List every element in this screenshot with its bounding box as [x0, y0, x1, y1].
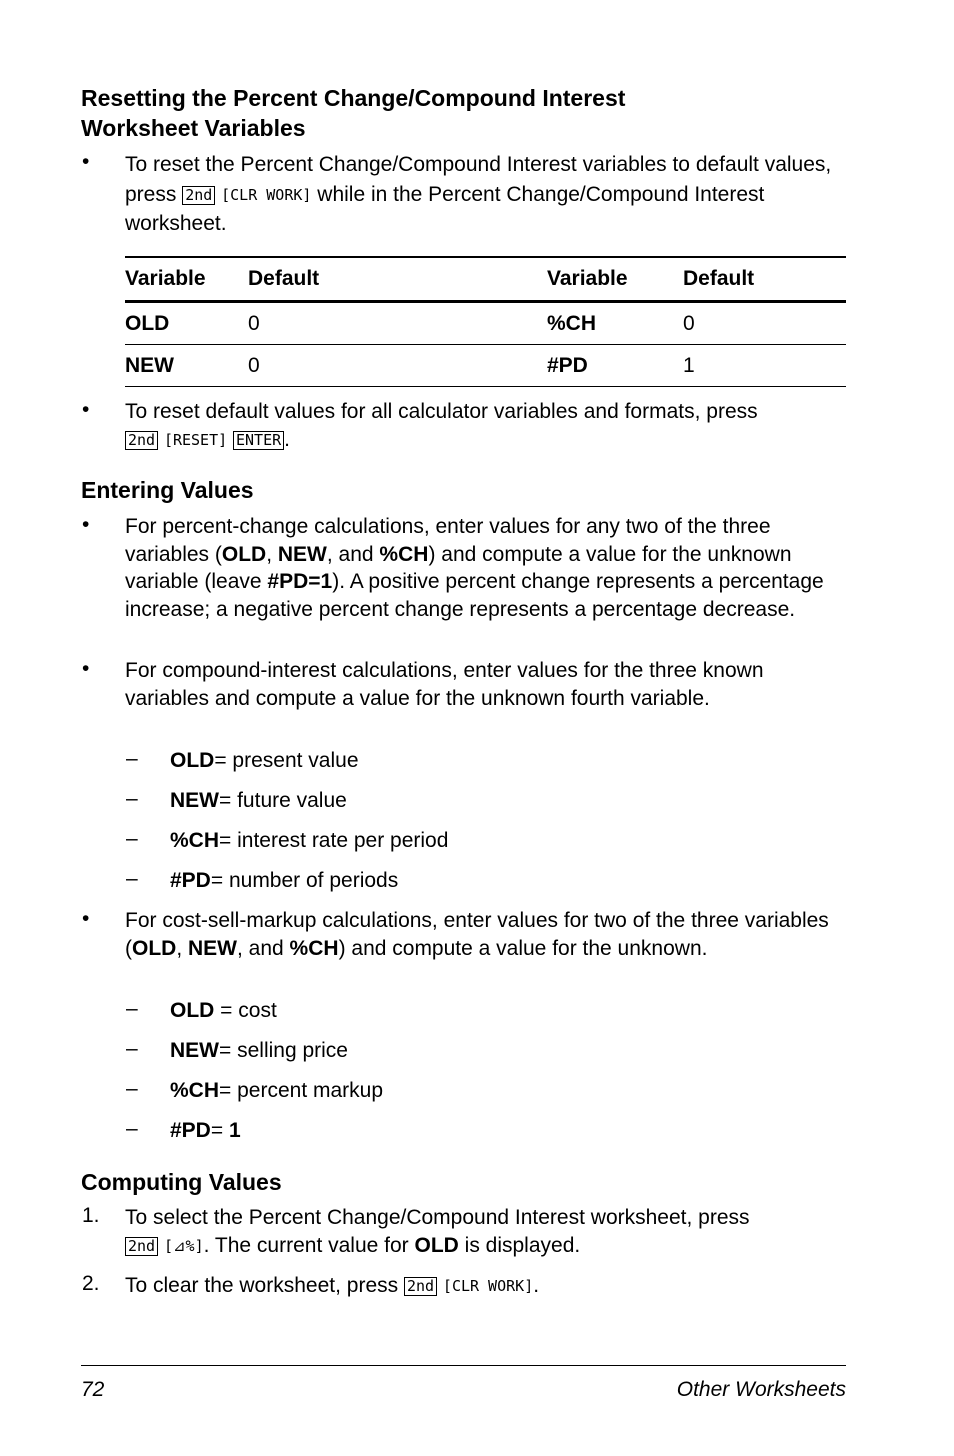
table-cell-default: 1: [683, 345, 846, 387]
variable-value: 1: [228, 1119, 241, 1142]
variable-description: = interest rate per period: [219, 829, 449, 852]
list-item: [170, 747, 359, 774]
table-cell-default: 0: [683, 302, 846, 345]
variable-description: = present value: [214, 749, 359, 772]
column-header: Default: [248, 257, 547, 302]
footer-rule: [81, 1365, 846, 1366]
dash-marker: –: [126, 867, 138, 890]
table-header-row: [125, 257, 846, 302]
table-cell-default: 0: [248, 345, 547, 387]
variable-description: =: [210, 1119, 229, 1142]
dash-marker: –: [126, 827, 138, 850]
variable-new: NEW: [277, 542, 327, 566]
percent-change-paragraph: [125, 513, 850, 623]
step-2-paragraph: [125, 1272, 850, 1300]
table-cell-variable: %CH: [547, 302, 683, 345]
dash-marker: –: [126, 997, 138, 1020]
list-item: [170, 1037, 348, 1064]
dash-marker: –: [126, 747, 138, 770]
key-reset: [ RESET ]: [164, 432, 227, 449]
reset-all-paragraph: [125, 398, 850, 453]
paragraph-text: ,: [266, 542, 278, 566]
variable-name: #PD: [170, 869, 211, 892]
table-cell-variable: OLD: [125, 302, 248, 345]
key-clr-work: [ CLR WORK ]: [443, 1278, 533, 1295]
key-clr-work: [ CLR WORK ]: [221, 187, 311, 204]
list-item: [170, 787, 347, 814]
variable-description: = cost: [214, 999, 277, 1022]
variable-old: OLD: [132, 936, 177, 960]
variable-name: %CH: [170, 829, 220, 852]
cost-sell-markup-paragraph: [125, 907, 850, 962]
list-item: [170, 997, 277, 1024]
bullet-marker: •: [82, 398, 90, 421]
paragraph-text: , and: [237, 936, 290, 960]
paragraph-text: To reset default values for all calculator variables and formats, press: [125, 400, 758, 423]
footer-section-title: Other Worksheets: [676, 1378, 846, 1401]
paragraph-text: , and: [326, 542, 380, 566]
table-cell-default: 0: [248, 302, 547, 345]
variable-ch: %CH: [289, 936, 339, 960]
variable-description: = percent markup: [219, 1079, 384, 1102]
variable-name: NEW: [170, 1039, 219, 1062]
list-item: [170, 867, 398, 894]
dash-marker: –: [126, 787, 138, 810]
step-number: 1.: [82, 1204, 100, 1227]
variable-new: NEW: [188, 936, 237, 960]
variable-description: = future value: [219, 789, 347, 812]
heading-line-1: Resetting the Percent Change/Compound Interest: [81, 85, 626, 111]
variable-old: OLD: [221, 542, 267, 566]
bullet-marker: •: [82, 513, 90, 536]
key-2nd: 2nd: [125, 1237, 158, 1256]
compound-interest-paragraph: For compound-interest calculations, enter values for the three known variables and compute a value for the unknown fourth variable.: [125, 659, 764, 710]
list-item: [170, 1117, 241, 1144]
key-2nd: 2nd: [125, 431, 158, 450]
paragraph-text: To select the Percent Change/Compound Interest worksheet, press: [125, 1206, 750, 1229]
reset-variables-paragraph: [125, 150, 850, 239]
bullet-marker: •: [82, 150, 90, 173]
paragraph-text: To clear the worksheet, press: [125, 1274, 404, 1297]
column-header: Default: [683, 257, 846, 302]
variable-description: = number of periods: [210, 869, 399, 892]
section-heading-entering: Entering Values: [81, 477, 254, 503]
paragraph-text: is displayed.: [458, 1233, 581, 1257]
paragraph-text: .: [533, 1274, 540, 1297]
variable-name: #PD: [170, 1119, 211, 1142]
dash-marker: –: [126, 1037, 138, 1060]
variable-name: NEW: [170, 789, 219, 812]
key-delta-percent: [ ⊿% ]: [164, 1238, 204, 1255]
bullet-marker: •: [82, 657, 90, 680]
paragraph-text: while in the Percent Change/Compound Interest worksheet.: [125, 182, 765, 235]
key-2nd: 2nd: [404, 1277, 437, 1296]
paragraph-text: ). A positive percent change represents a percentage increase; a negative percent change represents a percentage decrease.: [125, 570, 824, 621]
paragraph-text: ) and compute a value for the unknown variable (leave: [125, 542, 792, 593]
page-number: 72: [81, 1378, 105, 1401]
variable-description: = selling price: [219, 1039, 348, 1062]
section-heading-computing: Computing Values: [81, 1169, 282, 1195]
variable-name: %CH: [170, 1079, 220, 1102]
heading-line-2: Worksheet Variables: [81, 115, 306, 141]
column-header: Variable: [547, 257, 683, 302]
bullet-marker: •: [82, 907, 90, 930]
step-1-paragraph: [125, 1204, 850, 1259]
key-2nd: 2nd: [182, 186, 215, 205]
table-cell-variable: NEW: [125, 345, 248, 387]
column-header: Variable: [125, 257, 248, 302]
section-heading-resetting: [81, 83, 625, 143]
list-item: [170, 1077, 383, 1104]
paragraph-text: ,: [176, 936, 188, 960]
variable-name: OLD: [170, 999, 215, 1022]
table-cell-variable: #PD: [547, 345, 683, 387]
variable-ch: %CH: [379, 542, 429, 566]
variable-name: OLD: [170, 749, 215, 772]
paragraph-text: For percent-change calculations, enter values for any two of the three variables (: [125, 515, 771, 566]
paragraph-text: .: [284, 427, 290, 451]
paragraph-text: For cost-sell-markup calculations, enter values for two of the three variables (: [125, 909, 829, 960]
paragraph-text: ) and compute a value for the unknown.: [338, 936, 708, 960]
list-item: [170, 827, 448, 854]
paragraph-text: To reset the Percent Change/Compound Interest variables to default values, press: [125, 153, 832, 206]
dash-marker: –: [126, 1077, 138, 1100]
step-number: 2.: [82, 1272, 100, 1295]
table-row: [125, 345, 846, 387]
variable-pd: #PD=1: [267, 570, 333, 593]
default-values-table: [125, 256, 846, 387]
paragraph-text: . The current value for: [203, 1233, 415, 1257]
dash-marker: –: [126, 1117, 138, 1140]
key-enter: ENTER: [233, 431, 284, 450]
variable-old: OLD: [414, 1233, 459, 1257]
table-row: [125, 302, 846, 345]
